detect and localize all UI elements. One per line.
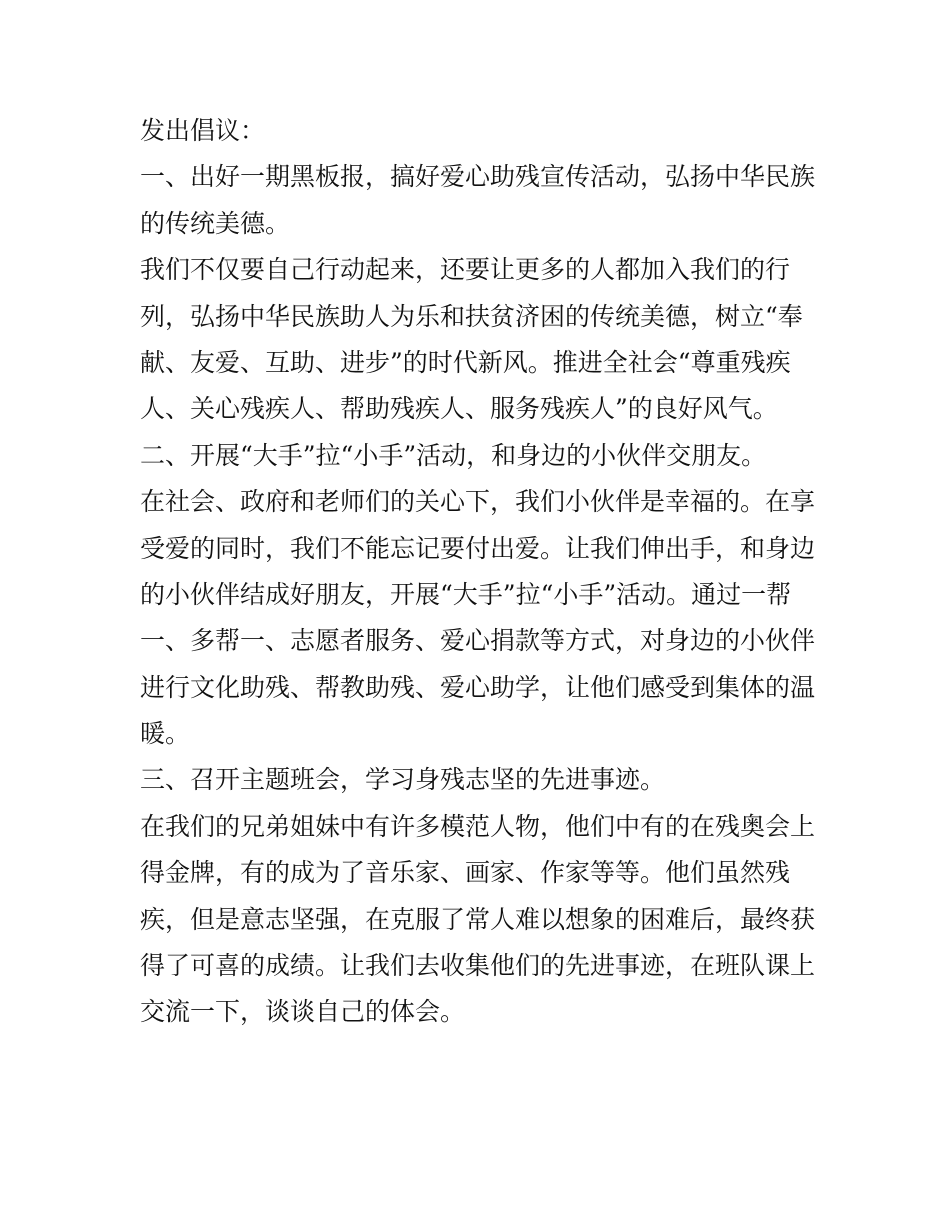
text-line: 我们不仅要自己行动起来，还要让更多的人都加入我们的行 <box>140 255 791 285</box>
text-line-item1-heading: 一、出好一期黑板报，搞好爱心助残宣传活动，弘扬中华民族 <box>140 162 816 192</box>
text-line: 疾，但是意志坚强，在克服了常人难以想象的困难后，最终获 <box>140 904 816 934</box>
text-line-item3-heading: 三、召开主题班会，学习身残志坚的先进事迹。 <box>140 765 666 795</box>
text-line-intro: 发出倡议： <box>140 116 266 145</box>
text-line: 一、多帮一、志愿者服务、爱心捐款等方式，对身边的小伙伴 <box>140 626 816 656</box>
text-line: 在我们的兄弟姐妹中有许多模范人物，他们中有的在残奥会上 <box>140 811 816 841</box>
text-line: 受爱的同时，我们不能忘记要付出爱。让我们伸出手，和身边 <box>140 533 816 563</box>
document-body <box>140 108 820 1036</box>
text-line: 列，弘扬中华民族助人为乐和扶贫济困的传统美德，树立“奉 <box>140 301 803 331</box>
text-line: 人、关心残疾人、帮助残疾人、服务残疾人”的良好风气。 <box>140 394 778 424</box>
text-line-item2-heading: 二、开展“大手”拉“小手”活动，和身边的小伙伴交朋友。 <box>140 440 767 470</box>
text-line: 交流一下，谈谈自己的体会。 <box>140 997 466 1027</box>
text-line: 在社会、政府和老师们的关心下，我们小伙伴是幸福的。在享 <box>140 487 816 517</box>
text-line: 得金牌，有的成为了音乐家、画家、作家等等。他们虽然残 <box>140 858 791 888</box>
text-line: 进行文化助残、帮教助残、爱心助学，让他们感受到集体的温 <box>140 672 816 702</box>
text-line: 的小伙伴结成好朋友，开展“大手”拉“小手”活动。通过一帮 <box>140 579 792 609</box>
text-line: 暖。 <box>140 719 191 749</box>
text-line: 献、友爱、互助、进步”的时代新风。推进全社会“尊重残疾 <box>140 347 791 377</box>
text-line: 的传统美德。 <box>140 208 291 238</box>
text-line: 得了可喜的成绩。让我们去收集他们的先进事迹，在班队课上 <box>140 951 816 981</box>
